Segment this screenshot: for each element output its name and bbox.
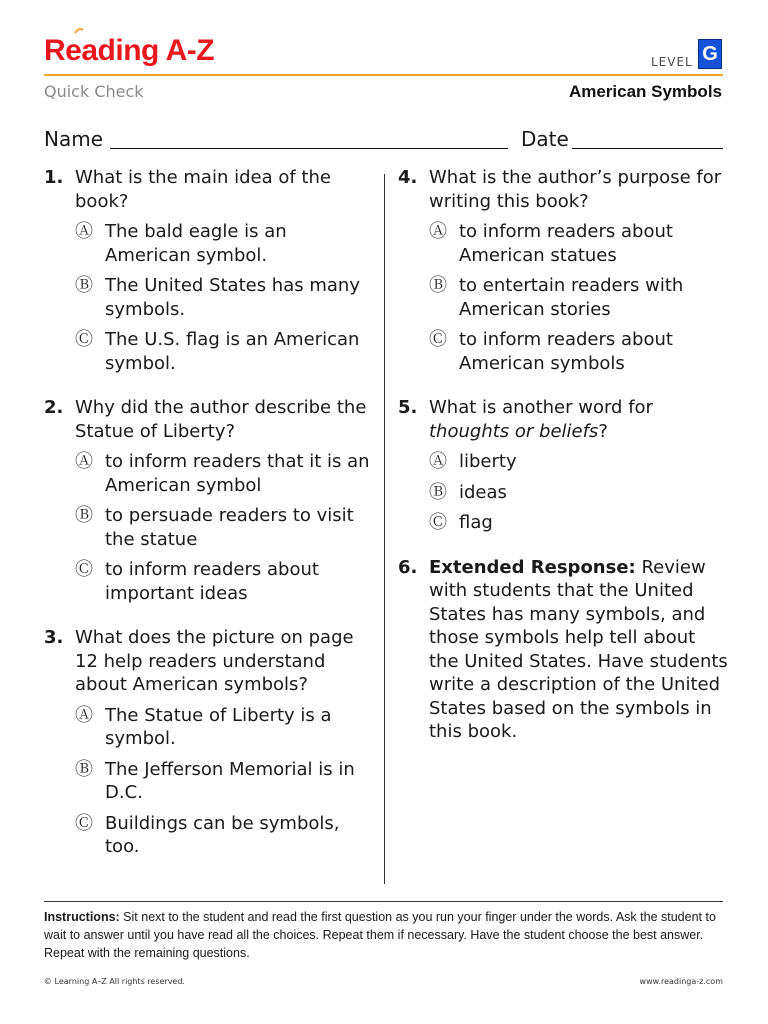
question-2: [44, 396, 374, 605]
choice-text: to inform readers about American symbols: [459, 329, 673, 374]
choice-a[interactable]: [429, 450, 728, 474]
choice-c[interactable]: [75, 558, 374, 605]
choice-b-circle-icon[interactable]: Ⓑ: [429, 275, 447, 296]
choice-b-circle-icon[interactable]: Ⓑ: [75, 758, 93, 780]
question-number: 4.: [398, 167, 418, 188]
question-number: 5.: [398, 397, 418, 418]
question-3: [44, 626, 374, 859]
header-divider: [44, 74, 723, 76]
choice-text: Buildings can be symbols, too.: [105, 812, 340, 857]
quick-check-label: Quick Check: [44, 82, 144, 101]
left-question-column: [44, 166, 374, 880]
choice-c-circle-icon[interactable]: Ⓒ: [429, 512, 447, 533]
column-divider: [384, 174, 385, 884]
choice-a-circle-icon[interactable]: Ⓐ: [429, 221, 447, 242]
choice-a-circle-icon[interactable]: Ⓐ: [429, 451, 447, 472]
question-text-italic: thoughts or beliefs: [429, 420, 599, 442]
name-field-line[interactable]: [110, 148, 508, 149]
choice-c-circle-icon[interactable]: Ⓒ: [75, 329, 93, 350]
choice-text: liberty: [459, 451, 517, 472]
choice-c-circle-icon[interactable]: Ⓒ: [429, 329, 447, 350]
question-text-start: What is another word for: [429, 397, 653, 418]
name-label: Name: [44, 127, 104, 151]
choice-a[interactable]: [75, 450, 374, 497]
choice-text: to entertain readers with American stories: [459, 275, 684, 320]
website-url[interactable]: www.readinga-z.com: [639, 977, 723, 986]
choice-b[interactable]: [429, 481, 728, 505]
choice-b[interactable]: [75, 274, 374, 321]
choice-text: The United States has many symbols.: [105, 275, 360, 320]
choice-a-circle-icon[interactable]: Ⓐ: [75, 451, 93, 472]
choice-b-circle-icon[interactable]: Ⓑ: [429, 481, 447, 503]
question-1: [44, 166, 374, 375]
instructions-text: Sit next to the student and read the first question as you run your finger under the words. Ask the student to wait to answer until you have read all the choices. Repeat them if necessary. Have the student choose the best answer. Repeat with the remaining questions.: [44, 910, 716, 960]
question-text: [429, 556, 728, 744]
question-text: [429, 396, 728, 443]
extended-response-text: Review with students that the United States has many symbols, and those symbols help tell about the United States. Have students write a description of the United States based on the symbols in this book.: [429, 556, 728, 742]
choice-b-circle-icon[interactable]: Ⓑ: [75, 275, 93, 296]
footer-divider: [44, 901, 723, 902]
question-text: What does the picture on page 12 help readers understand about American symbols?: [75, 627, 354, 695]
choice-c[interactable]: [75, 328, 374, 375]
logo-accent-icon: [74, 27, 84, 34]
question-text: Why did the author describe the Statue of Liberty?: [75, 397, 367, 442]
choice-c-circle-icon[interactable]: Ⓒ: [75, 559, 93, 580]
choice-a[interactable]: [75, 704, 374, 751]
choice-a[interactable]: [429, 220, 728, 267]
choice-text: to inform readers about important ideas: [105, 559, 319, 604]
question-text: What is the author’s purpose for writing this book?: [429, 167, 722, 212]
copyright-text: © Learning A–Z All rights reserved.: [44, 977, 185, 986]
choice-b[interactable]: [429, 274, 728, 321]
choice-text: The U.S. flag is an American symbol.: [105, 329, 360, 374]
choice-c[interactable]: [429, 328, 728, 375]
choice-c[interactable]: [75, 812, 374, 859]
choice-text: to inform readers that it is an American symbol: [105, 451, 370, 496]
choice-b[interactable]: [75, 758, 374, 805]
date-label: Date: [521, 127, 569, 151]
question-5: [398, 396, 728, 535]
question-number: 2.: [44, 397, 64, 418]
question-4: [398, 166, 728, 375]
instructions-label: Instructions:: [44, 910, 120, 924]
right-question-column: [398, 166, 728, 765]
choice-text: The Jefferson Memorial is in D.C.: [105, 758, 355, 803]
choice-text: ideas: [459, 481, 507, 503]
extended-response-label: Extended Response:: [429, 556, 636, 578]
choice-c[interactable]: [429, 511, 728, 535]
choice-text: The Statue of Liberty is a symbol.: [105, 704, 332, 749]
choice-text: to persuade readers to visit the statue: [105, 505, 354, 550]
instructions: [44, 908, 724, 962]
level-label: LEVEL: [651, 55, 693, 69]
choice-a-circle-icon[interactable]: Ⓐ: [75, 221, 93, 242]
choice-b-circle-icon[interactable]: Ⓑ: [75, 505, 93, 526]
level-badge: G: [698, 39, 722, 69]
choice-c-circle-icon[interactable]: Ⓒ: [75, 812, 93, 834]
choice-text: to inform readers about American statues: [459, 221, 673, 266]
question-6: [398, 556, 728, 744]
question-text: What is the main idea of the book?: [75, 167, 331, 212]
question-number: 1.: [44, 167, 64, 188]
question-text-end: ?: [598, 420, 608, 442]
question-number: 3.: [44, 627, 64, 648]
date-field-line[interactable]: [572, 148, 723, 149]
choice-b[interactable]: [75, 504, 374, 551]
reading-az-logo: Reading A-Z: [44, 34, 215, 67]
choice-a-circle-icon[interactable]: Ⓐ: [75, 704, 93, 726]
choice-a[interactable]: [75, 220, 374, 267]
choice-text: flag: [459, 512, 493, 533]
book-title: American Symbols: [568, 82, 722, 101]
choice-text: The bald eagle is an American symbol.: [105, 221, 287, 266]
question-number: 6.: [398, 556, 418, 578]
